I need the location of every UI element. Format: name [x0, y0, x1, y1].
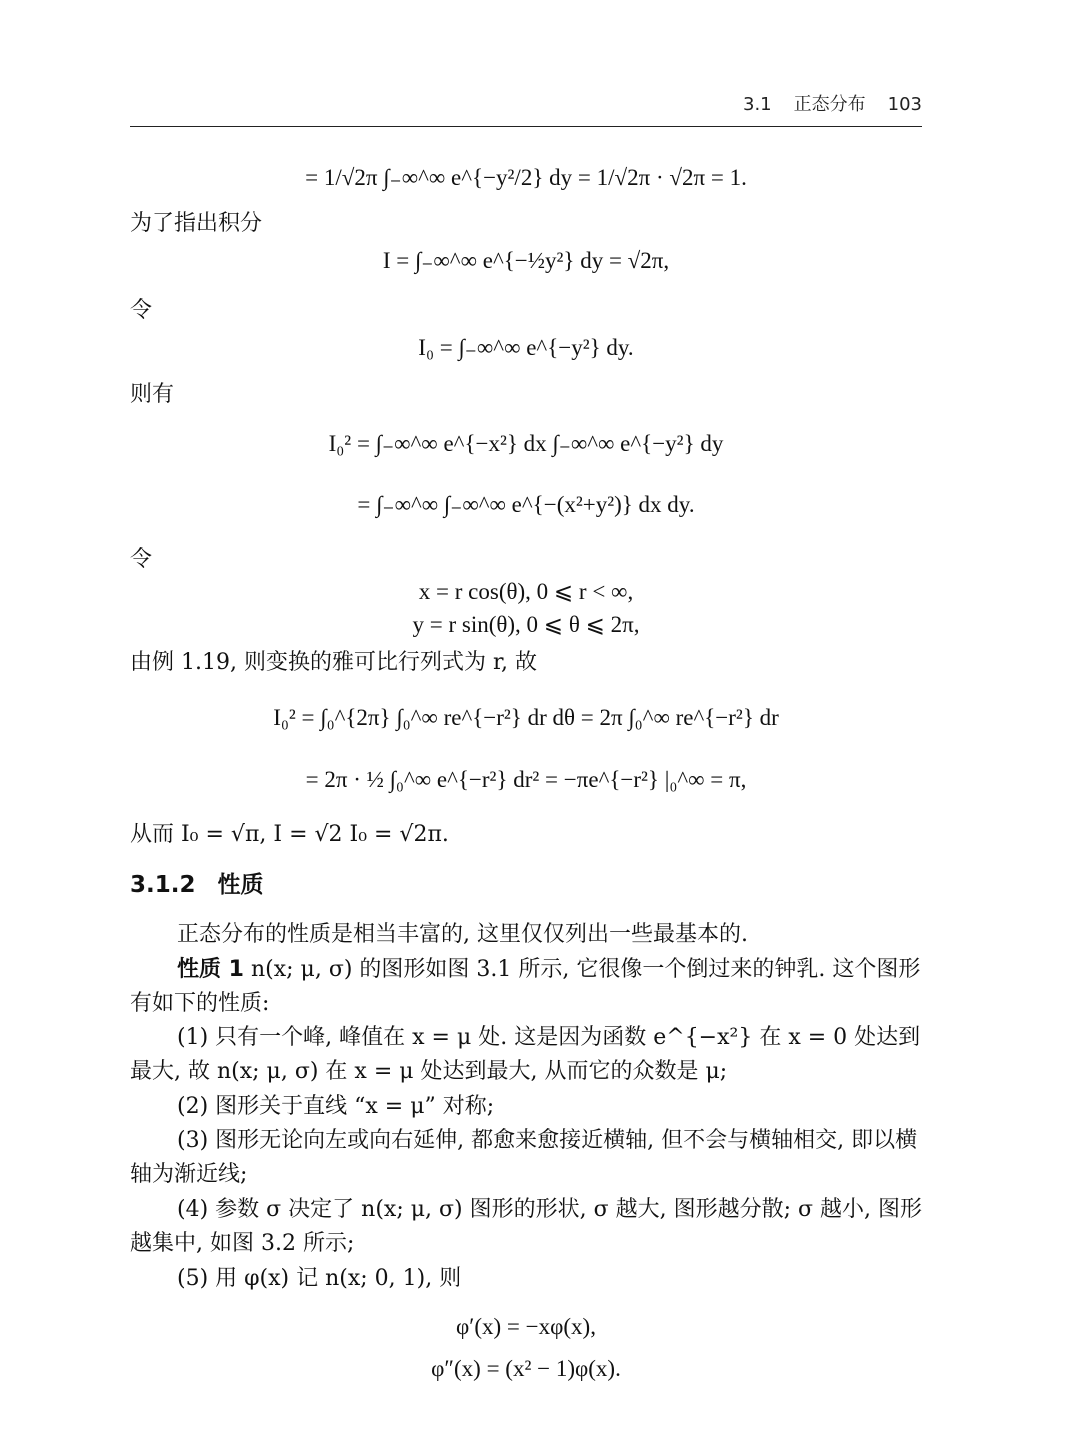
- equation-6b: = 2π · ½ ∫₀^∞ e^{−r²} dr² = −πe^{−r²} |₀^∞ = π,: [305, 767, 747, 792]
- section-title: 性质: [217, 872, 264, 898]
- paragraph-1: 为了指出积分: [130, 211, 263, 236]
- header-page-number: 103: [887, 94, 922, 115]
- header-title: 正态分布: [793, 94, 866, 115]
- equation-1: = 1/√2π ∫₋∞^∞ e^{−y²/2} dy = 1/√2π · √2π = 1.: [305, 165, 747, 190]
- equation-2: I = ∫₋∞^∞ e^{−½y²} dy = √2π,: [382, 248, 670, 273]
- section-number: 3.1.2: [130, 872, 196, 898]
- paragraph-2: 令: [130, 298, 153, 323]
- paragraph-4: 令: [130, 547, 153, 572]
- paragraph-5: 由例 1.19, 则变换的雅可比行列式为 r, 故: [130, 650, 538, 675]
- property-1-label: 性质 1: [177, 957, 244, 982]
- equation-7b: φ″(x) = (x² − 1)φ(x).: [431, 1356, 621, 1381]
- header-rule: [130, 126, 922, 127]
- equation-3: I₀ = ∫₋∞^∞ e^{−y²} dy.: [418, 335, 634, 360]
- section-heading: [130, 866, 264, 899]
- equation-7a: φ′(x) = −xφ(x),: [456, 1314, 596, 1339]
- property-item-2: (2) 图形关于直线 “x = μ” 对称;: [177, 1094, 495, 1119]
- property-item-4: (4) 参数 σ 决定了 n(x; μ, σ) 图形的形状, σ 越大, 图形越分散; σ 越小, 图形越集中, 如图 3.2 所示;: [130, 1197, 922, 1256]
- equation-4a: I₀² = ∫₋∞^∞ e^{−x²} dx ∫₋∞^∞ e^{−y²} dy: [328, 431, 724, 456]
- property-item-5: (5) 用 φ(x) 记 n(x; 0, 1), 则: [177, 1266, 462, 1291]
- paragraph-7: 正态分布的性质是相当丰富的, 这里仅仅列出一些最基本的.: [177, 922, 748, 947]
- equation-4b: = ∫₋∞^∞ ∫₋∞^∞ e^{−(x²+y²)} dx dy.: [357, 492, 695, 517]
- header-section: 3.1: [743, 94, 772, 115]
- equation-6a: I₀² = ∫₀^{2π} ∫₀^∞ re^{−r²} dr dθ = 2π ∫₀^∞ re^{−r²} dr: [273, 705, 779, 730]
- property-item-1: (1) 只有一个峰, 峰值在 x = μ 处. 这是因为函数 e^{−x²} 在 x = 0 处达到最大, 故 n(x; μ, σ) 在 x = μ 处达到最大, 从而它的众数是 μ;: [130, 1025, 921, 1084]
- running-header: [130, 92, 922, 118]
- equation-5b: y = r sin(θ), 0 ⩽ θ ⩽ 2π,: [412, 612, 640, 637]
- paragraph-3: 则有: [130, 382, 175, 407]
- paragraph-6: 从而 I₀ = √π, I = √2 I₀ = √2π.: [130, 822, 449, 847]
- property-item-3: (3) 图形无论向左或向右延伸, 都愈来愈接近横轴, 但不会与横轴相交, 即以横轴为渐近线;: [130, 1128, 918, 1187]
- equation-5a: x = r cos(θ), 0 ⩽ r < ∞,: [418, 579, 634, 604]
- property-1-text: n(x; μ, σ) 的图形如图 3.1 所示, 它很像一个倒过来的钟乳. 这个图形有如下的性质:: [130, 957, 921, 1016]
- property-1: [130, 953, 922, 1021]
